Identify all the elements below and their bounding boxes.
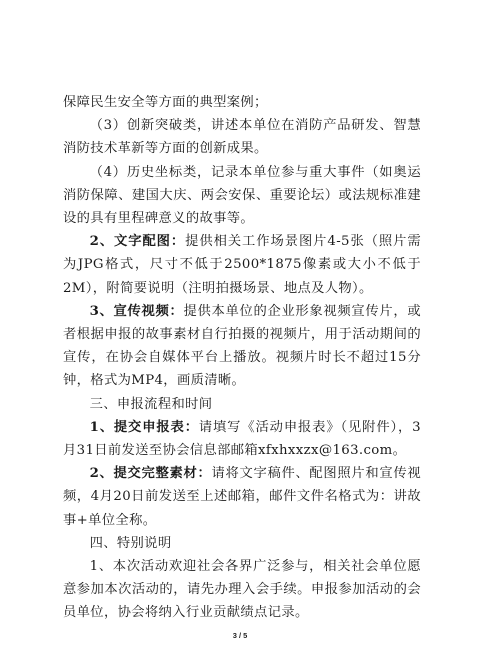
paragraph-text: 提供本单位的企业形象视频宣传片，或者根据申报的故事素材自行拍摄的视频片，用于活动期间的宣传，在协会自媒体平台上播放。视频片时长不超过15分钟，格式为MP4，画质清晰。	[63, 303, 422, 389]
heading-text: 三、申报流程和时间	[89, 396, 213, 412]
page-number: 3 / 5	[232, 631, 248, 640]
paragraph-text: 保障民生安全等方面的典型案例；	[63, 95, 268, 110]
paragraph-text: （3）创新突破类，讲述本单位在消防产品研发、智慧消防技术革新等方面的创新成果。	[63, 118, 421, 157]
section-heading-notes	[63, 532, 421, 555]
paragraph-text: 请将文字稿件、配图照片和宣传视频，4月20日前发送至上述邮箱，邮件文件名格式为：讲故事+单位全称。	[63, 466, 422, 528]
paragraph-case-continuation	[63, 91, 421, 114]
paragraph-submit-materials	[63, 462, 421, 532]
paragraph-history-category	[63, 161, 421, 231]
paragraph-text: 1、本次活动欢迎社会各界广泛参与，相关社会单位愿意参加本次活动的，请先办理入会手续。申报参加活动的会员单位，协会将纳入行业贡献绩点记录。	[63, 559, 421, 621]
paragraph-lead: 3、宣传视频：	[89, 303, 184, 319]
paragraph-innovation-category	[63, 114, 421, 160]
section-heading-process	[63, 393, 421, 416]
heading-text: 四、特别说明	[89, 535, 172, 551]
paragraph-text: （4）历史坐标类，记录本单位参与重大事件（如奥运消防保障、建国大庆、两会安保、重要论坛）或法规标准建设的具有里程碑意义的故事等。	[63, 164, 421, 227]
paragraph-submit-form	[63, 416, 421, 462]
paragraph-lead: 2、提交完整素材：	[89, 466, 212, 482]
paragraph-text-images	[63, 230, 421, 300]
paragraph-participation-note	[63, 555, 421, 625]
paragraph-text: 提供相关工作场景图片4-5张（照片需为JPG格式，尺寸不低于2500*1875像素或大小不低于2M），附简要说明（注明拍摄场景、地点及人物）。	[63, 234, 421, 296]
paragraph-promo-video	[63, 300, 421, 393]
paragraph-text: 请填写《活动申报表》（见附件），3月31日前发送至协会信息部邮箱xfxhxxzx@163.com。	[63, 419, 421, 459]
document-body	[63, 91, 421, 625]
paragraph-lead: 2、文字配图：	[89, 234, 186, 250]
paragraph-lead: 1、提交申报表：	[89, 419, 199, 435]
